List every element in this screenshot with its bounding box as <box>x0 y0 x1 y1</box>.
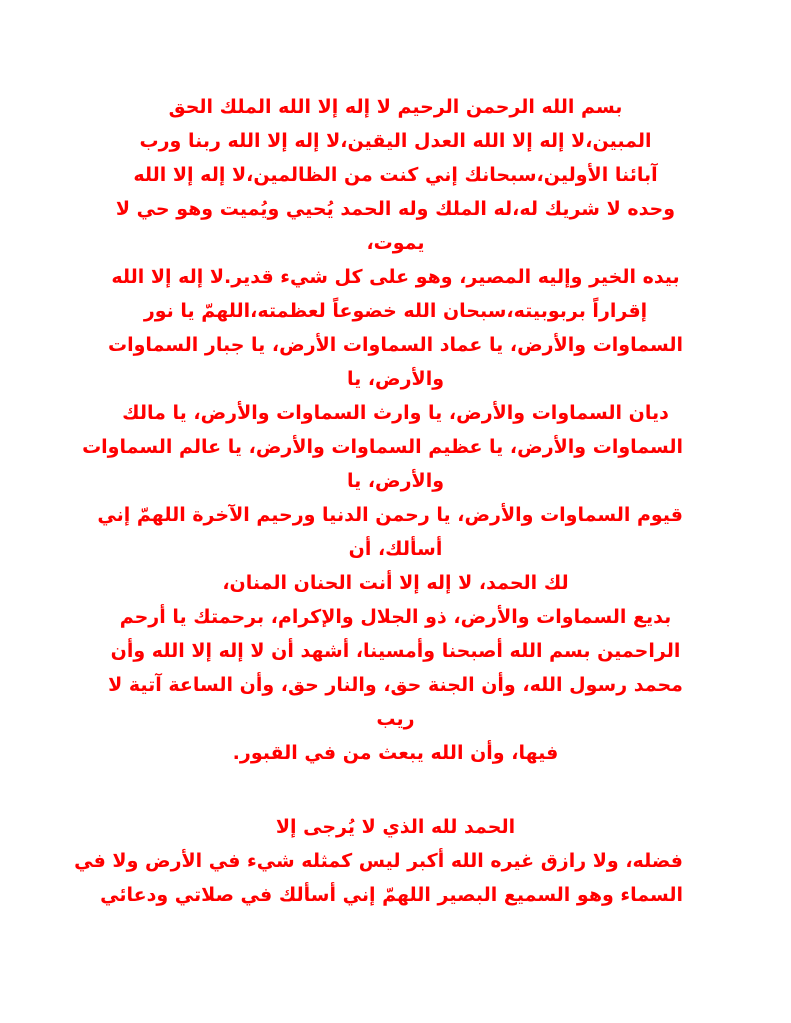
prayer-paragraph-2 <box>74 810 683 912</box>
text-line: الراحمين بسم الله أصبحنا وأمسينا، أشهد أن لا إله إلا الله وأن <box>110 640 681 662</box>
text-line: إقراراً بربوبيته،سبحان الله خضوعاً لعظمته،اللهمّ يا نور <box>143 300 648 322</box>
text-line: المبين،لا إله إلا الله العدل اليقين،لا إله إلا الله ربنا ورب <box>139 130 652 152</box>
text-line: السماء وهو السميع البصير اللهمّ إني أسألك في صلاتي ودعائي <box>100 884 683 906</box>
text-line: وحده لا شريك له،له الملك وله الحمد يُحيي ويُميت وهو حي لا <box>115 198 676 220</box>
text-line: ديان السماوات والأرض، يا وارث السماوات والأرض، يا مالك <box>122 402 669 424</box>
text-line: والأرض، يا <box>346 470 445 492</box>
text-line: بسم الله الرحمن الرحيم لا إله إلا الله الملك الحق <box>168 96 623 118</box>
text-line: والأرض، يا <box>346 368 445 390</box>
text-line: السماوات والأرض، يا عماد السماوات الأرض، يا جبار السماوات <box>108 334 683 356</box>
prayer-paragraph-1 <box>82 90 683 770</box>
text-line: السماوات والأرض، يا عظيم السماوات والأرض، يا عالم السماوات <box>82 436 683 458</box>
text-line: يموت، <box>366 232 425 254</box>
text-line: فيها، وأن الله يبعث من في القبور. <box>232 742 559 764</box>
text-line: قيوم السماوات والأرض، يا رحمن الدنيا ورحيم الآخرة اللهمّ إني <box>97 504 683 526</box>
text-line: آبائنا الأولين،سبحانك إني كنت من الظالمين،لا إله إلا الله <box>133 164 658 186</box>
text-line: لك الحمد، لا إله إلا أنت الحنان المنان، <box>222 572 569 594</box>
text-line: أسألك، أن <box>348 538 443 560</box>
text-line: الحمد لله الذي لا يُرجى إلا <box>275 816 516 838</box>
text-line: بيده الخير وإليه المصير، وهو على كل شيء قدير.لا إله إلا الله <box>111 266 680 288</box>
text-line: محمد رسول الله، وأن الجنة حق، والنار حق، وأن الساعة آتية لا <box>108 674 683 696</box>
text-line: ريب <box>376 708 415 730</box>
text-line: فضله، ولا رازق غيره الله أكبر ليس كمثله شيء في الأرض ولا في <box>74 850 683 872</box>
text-line: بديع السماوات والأرض، ذو الجلال والإكرام، برحمتك يا أرحم <box>119 606 672 628</box>
